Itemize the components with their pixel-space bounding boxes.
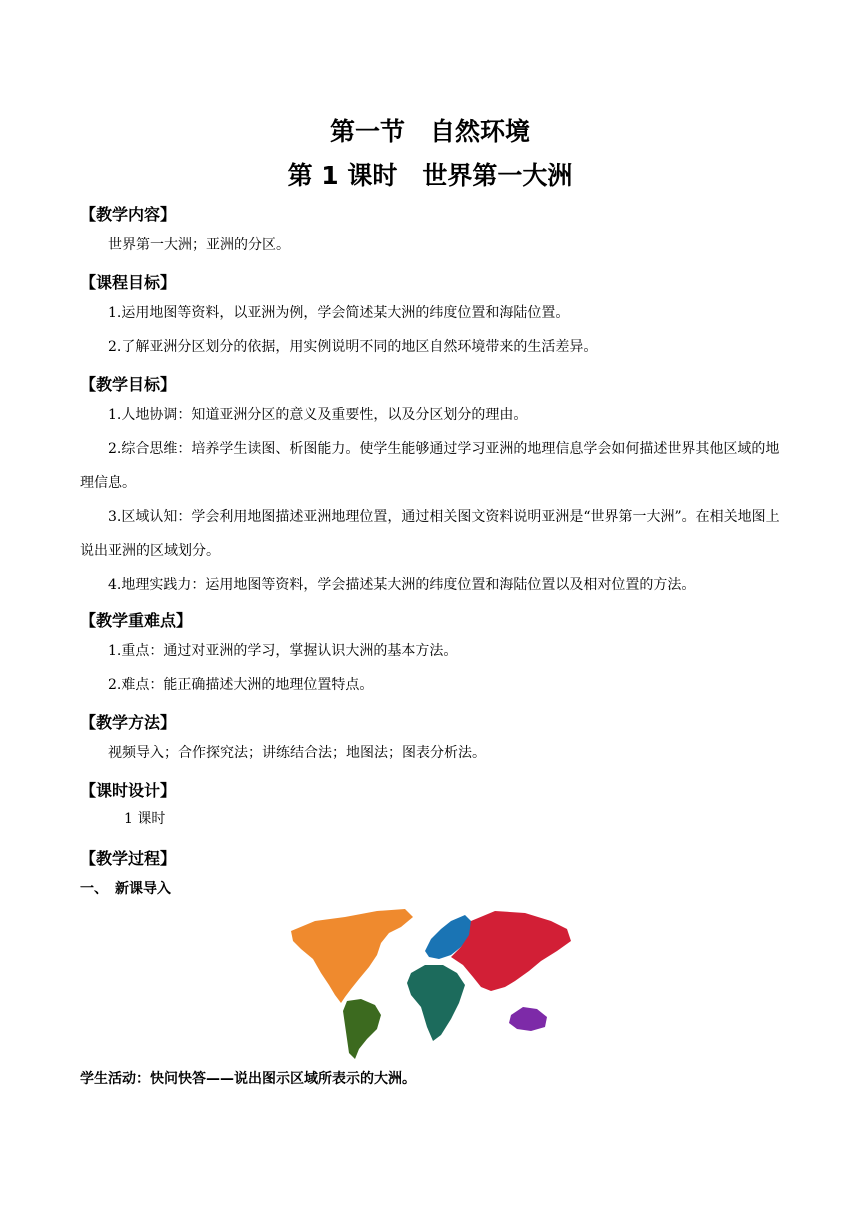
heading-content: 【教学内容】 <box>80 205 177 224</box>
north-america-shape <box>291 909 413 1003</box>
teaching-goal-1: 1.人地协调：知道亚洲分区的意义及重要性，以及分区划分的理由。 <box>108 407 528 423</box>
heading-course-goals: 【课程目标】 <box>80 273 177 292</box>
key-point-2: 2.难点：能正确描述大洲的地理位置特点。 <box>108 677 374 693</box>
heading-key-points: 【教学重难点】 <box>80 611 193 630</box>
teaching-goal-3: 3.区域认知：学会利用地图描述亚洲地理位置，通过相关图文资料说明亚洲是“世界第一大洲”。在相关地图上说出亚洲的区域划分。 <box>80 509 780 559</box>
course-goal-1: 1.运用地图等资料，以亚洲为例，学会简述某大洲的纬度位置和海陆位置。 <box>108 305 570 321</box>
heading-lesson-design: 【课时设计】 <box>80 781 177 800</box>
methods-text: 视频导入；合作探究法；讲练结合法；地图法；图表分析法。 <box>108 745 486 761</box>
heading-methods: 【教学方法】 <box>80 713 177 732</box>
key-point-1: 1.重点：通过对亚洲的学习，掌握认识大洲的基本方法。 <box>108 643 458 659</box>
africa-shape <box>407 965 465 1041</box>
page-subtitle: 第 1 课时 世界第一大洲 <box>287 161 573 190</box>
lesson-design-text: 1 课时 <box>124 811 166 827</box>
world-continents-map <box>285 903 575 1061</box>
heading-process: 【教学过程】 <box>80 849 177 868</box>
teaching-goal-2: 2.综合思维：培养学生读图、析图能力。使学生能够通过学习亚洲的地理信息学会如何描述世界其他区域的地理信息。 <box>80 441 780 491</box>
student-activity: 学生活动：快问快答——说出图示区域所表示的大洲。 <box>80 1071 416 1087</box>
course-goal-2: 2.了解亚洲分区划分的依据，用实例说明不同的地区自然环境带来的生活差异。 <box>108 339 598 355</box>
oceania-shape <box>509 1007 547 1031</box>
teaching-goal-4: 4.地理实践力：运用地图等资料，学会描述某大洲的纬度位置和海陆位置以及相对位置的方法。 <box>108 577 696 593</box>
content-text: 世界第一大洲；亚洲的分区。 <box>108 237 290 253</box>
process-step-1: 一、 新课导入 <box>80 881 171 897</box>
heading-teaching-goals: 【教学目标】 <box>80 375 177 394</box>
page-title: 第一节 自然环境 <box>329 117 530 146</box>
south-america-shape <box>343 999 381 1059</box>
